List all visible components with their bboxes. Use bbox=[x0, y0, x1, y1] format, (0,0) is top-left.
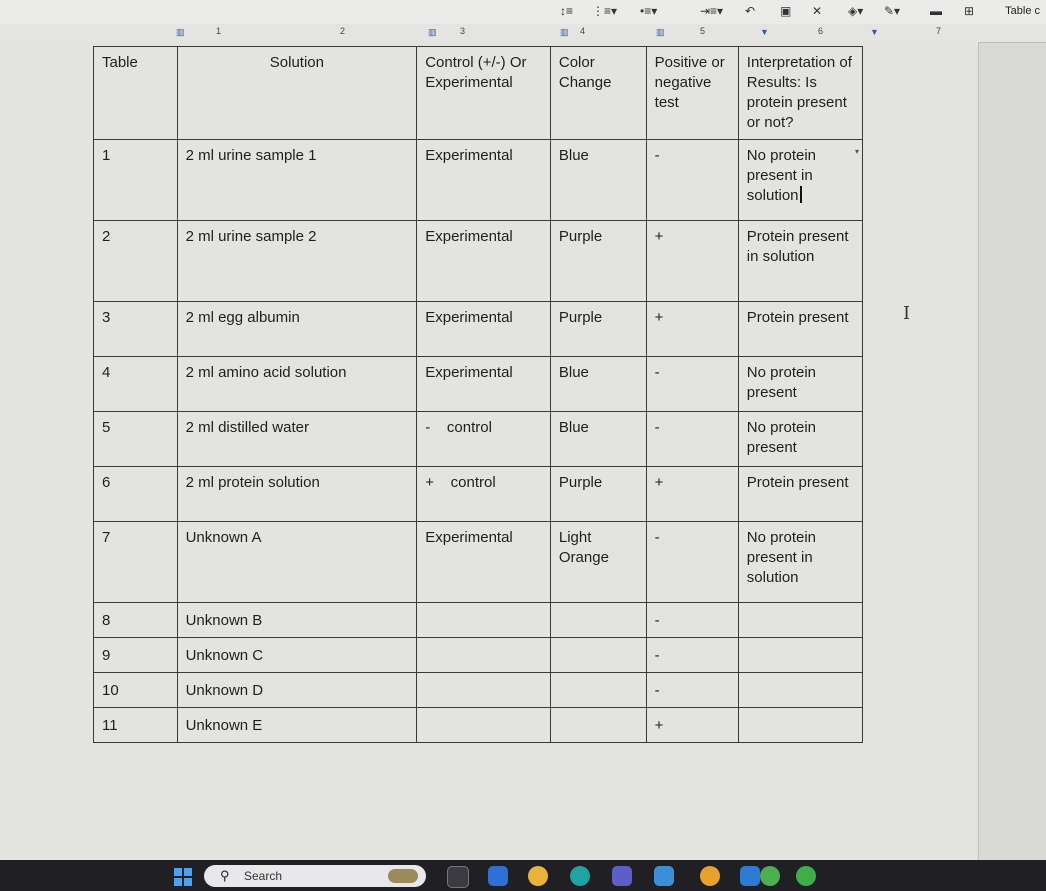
table-row bbox=[94, 467, 863, 522]
control-cell[interactable]: + control bbox=[417, 467, 551, 522]
color-cell[interactable] bbox=[550, 603, 646, 638]
results-table[interactable] bbox=[93, 46, 863, 743]
header-color-change[interactable]: Color Change bbox=[550, 47, 646, 140]
interpretation-cell[interactable]: No protein present in solution bbox=[738, 522, 862, 603]
taskbar bbox=[0, 860, 1046, 891]
chrome-canary-icon[interactable] bbox=[700, 866, 720, 886]
solution-cell[interactable]: 2 ml distilled water bbox=[177, 412, 417, 467]
interpretation-cell[interactable] bbox=[738, 140, 862, 221]
posneg-cell[interactable]: - bbox=[646, 603, 738, 638]
header-positive-negative[interactable]: Positive or negative test bbox=[646, 47, 738, 140]
interpretation-cell[interactable] bbox=[738, 603, 862, 638]
posneg-cell[interactable]: - bbox=[646, 522, 738, 603]
interpretation-text: No protein present in solution bbox=[746, 147, 817, 204]
color-cell[interactable]: Light Orange bbox=[550, 522, 646, 603]
mail-icon[interactable] bbox=[488, 866, 508, 886]
ruler-column-marker[interactable]: ▥ bbox=[176, 27, 185, 37]
table-insert-icon[interactable]: ▣ bbox=[780, 4, 792, 18]
teams-icon[interactable] bbox=[612, 866, 632, 886]
edge-icon[interactable] bbox=[570, 866, 590, 886]
toolbar-label: Table c bbox=[1005, 5, 1040, 17]
row-number[interactable]: 7 bbox=[94, 522, 178, 603]
table-row bbox=[94, 673, 863, 708]
ibeam-cursor-icon: I bbox=[903, 303, 911, 324]
table-row bbox=[94, 412, 863, 467]
row-number[interactable]: 6 bbox=[94, 467, 178, 522]
solution-cell[interactable]: Unknown A bbox=[177, 522, 417, 603]
paint-bucket-icon[interactable]: ◈▾ bbox=[848, 4, 864, 18]
row-number[interactable]: 11 bbox=[94, 708, 178, 743]
ruler-number: 7 bbox=[936, 26, 942, 36]
photos-icon[interactable] bbox=[654, 866, 674, 886]
interpretation-cell[interactable] bbox=[738, 708, 862, 743]
row-number[interactable]: 5 bbox=[94, 412, 178, 467]
color-cell[interactable]: Blue bbox=[550, 357, 646, 412]
control-cell[interactable] bbox=[417, 638, 551, 673]
formatting-toolbar bbox=[0, 0, 1046, 25]
control-cell[interactable] bbox=[417, 603, 551, 638]
task-view-icon[interactable] bbox=[447, 866, 469, 888]
control-cell[interactable]: - control bbox=[417, 412, 551, 467]
posneg-cell[interactable]: - bbox=[646, 357, 738, 412]
ruler-number: 6 bbox=[818, 26, 824, 36]
table-row bbox=[94, 522, 863, 603]
bullet-list-icon[interactable]: •≡▾ bbox=[640, 4, 658, 18]
store-icon[interactable] bbox=[740, 866, 760, 886]
numbered-list-icon[interactable]: ⋮≡▾ bbox=[592, 4, 618, 18]
interpretation-cell[interactable] bbox=[738, 638, 862, 673]
color-cell[interactable]: Blue bbox=[550, 140, 646, 221]
solution-cell[interactable]: 2 ml egg albumin bbox=[177, 302, 417, 357]
clear-formatting-icon[interactable]: ✕ bbox=[812, 4, 823, 18]
posneg-cell[interactable]: + bbox=[646, 302, 738, 357]
row-number[interactable]: 8 bbox=[94, 603, 178, 638]
shading-icon[interactable]: ▬ bbox=[930, 4, 942, 18]
control-cell[interactable]: Experimental bbox=[417, 302, 551, 357]
page-border bbox=[978, 42, 979, 860]
ruler-number: 2 bbox=[340, 26, 346, 36]
color-cell[interactable] bbox=[550, 708, 646, 743]
ruler-number: 4 bbox=[580, 26, 586, 36]
control-cell[interactable]: Experimental bbox=[417, 140, 551, 221]
table-row bbox=[94, 638, 863, 673]
color-cell[interactable] bbox=[550, 638, 646, 673]
cell-options-icon[interactable]: ▾ bbox=[854, 147, 859, 156]
ruler-column-marker[interactable]: ▥ bbox=[428, 27, 437, 37]
table-row bbox=[94, 140, 863, 221]
interpretation-cell[interactable]: No protein present bbox=[738, 412, 862, 467]
control-cell[interactable]: Experimental bbox=[417, 522, 551, 603]
posneg-cell[interactable]: - bbox=[646, 673, 738, 708]
posneg-cell[interactable]: - bbox=[646, 638, 738, 673]
indent-icon[interactable]: ⇥≡▾ bbox=[700, 4, 724, 18]
horizontal-ruler[interactable] bbox=[0, 24, 1046, 43]
line-spacing-icon[interactable]: ↕≡ bbox=[560, 4, 574, 18]
solution-cell[interactable]: 2 ml urine sample 2 bbox=[177, 221, 417, 302]
color-cell[interactable]: Blue bbox=[550, 412, 646, 467]
row-number[interactable]: 10 bbox=[94, 673, 178, 708]
table-row bbox=[94, 357, 863, 412]
taskbar-search[interactable] bbox=[204, 865, 426, 887]
color-cell[interactable] bbox=[550, 673, 646, 708]
text-color-icon[interactable]: ✎▾ bbox=[884, 4, 901, 18]
solution-cell[interactable]: 2 ml urine sample 1 bbox=[177, 140, 417, 221]
posneg-cell[interactable]: + bbox=[646, 708, 738, 743]
row-number[interactable]: 4 bbox=[94, 357, 178, 412]
interpretation-cell[interactable]: Protein present bbox=[738, 467, 862, 522]
chrome-beta-icon[interactable] bbox=[760, 866, 780, 886]
solution-cell[interactable]: Unknown E bbox=[177, 708, 417, 743]
solution-cell[interactable]: Unknown C bbox=[177, 638, 417, 673]
interpretation-cell[interactable]: Protein present bbox=[738, 302, 862, 357]
table-icon[interactable]: ⊞ bbox=[964, 4, 975, 18]
control-cell[interactable] bbox=[417, 673, 551, 708]
wifi-app-icon[interactable] bbox=[796, 866, 816, 886]
row-number[interactable]: 9 bbox=[94, 638, 178, 673]
text-cursor bbox=[800, 186, 802, 203]
header-solution[interactable]: Solution bbox=[177, 47, 417, 140]
color-cell[interactable]: Purple bbox=[550, 302, 646, 357]
color-cell[interactable]: Purple bbox=[550, 467, 646, 522]
search-icon: ⚲ bbox=[220, 868, 230, 883]
solution-cell[interactable]: 2 ml protein solution bbox=[177, 467, 417, 522]
solution-cell[interactable]: 2 ml amino acid solution bbox=[177, 357, 417, 412]
undo-icon[interactable]: ↶ bbox=[745, 4, 756, 18]
ruler-number: 1 bbox=[216, 26, 222, 36]
table-row bbox=[94, 708, 863, 743]
row-number[interactable]: 2 bbox=[94, 221, 178, 302]
ruler-number: 3 bbox=[460, 26, 466, 36]
ruler-indent-marker[interactable]: ▼ bbox=[870, 27, 879, 37]
solution-cell[interactable]: Unknown D bbox=[177, 673, 417, 708]
interpretation-cell[interactable] bbox=[738, 673, 862, 708]
row-number[interactable]: 3 bbox=[94, 302, 178, 357]
header-interpretation[interactable] bbox=[738, 47, 862, 140]
color-cell[interactable]: Purple bbox=[550, 221, 646, 302]
row-number[interactable]: 1 bbox=[94, 140, 178, 221]
posneg-cell[interactable]: + bbox=[646, 467, 738, 522]
control-cell[interactable]: Experimental bbox=[417, 221, 551, 302]
interpretation-cell[interactable]: No protein present bbox=[738, 357, 862, 412]
control-cell[interactable]: Experimental bbox=[417, 357, 551, 412]
windows-start-icon[interactable] bbox=[174, 868, 192, 886]
posneg-cell[interactable]: - bbox=[646, 412, 738, 467]
table-row bbox=[94, 302, 863, 357]
interpretation-cell[interactable]: Protein present in solution bbox=[738, 221, 862, 302]
ruler-number: 5 bbox=[700, 26, 706, 36]
control-cell[interactable] bbox=[417, 708, 551, 743]
header-table[interactable]: Table bbox=[94, 47, 178, 140]
chrome-icon[interactable] bbox=[528, 866, 548, 886]
search-highlight-icon bbox=[388, 869, 418, 883]
solution-cell[interactable]: Unknown B bbox=[177, 603, 417, 638]
header-interpretation-text: Interpretation of Results: Is protein present or not? bbox=[746, 54, 852, 131]
ruler-column-marker[interactable]: ▥ bbox=[656, 27, 665, 37]
table-row bbox=[94, 603, 863, 638]
search-placeholder: Search bbox=[244, 869, 283, 883]
ruler-column-marker[interactable]: ▥ bbox=[560, 27, 569, 37]
ruler-indent-marker[interactable]: ▼ bbox=[760, 27, 769, 37]
posneg-cell[interactable]: - bbox=[646, 140, 738, 221]
header-control[interactable]: Control (+/-) Or Experimental bbox=[417, 47, 551, 140]
table-header-row bbox=[94, 47, 863, 140]
table-row bbox=[94, 221, 863, 302]
posneg-cell[interactable]: + bbox=[646, 221, 738, 302]
